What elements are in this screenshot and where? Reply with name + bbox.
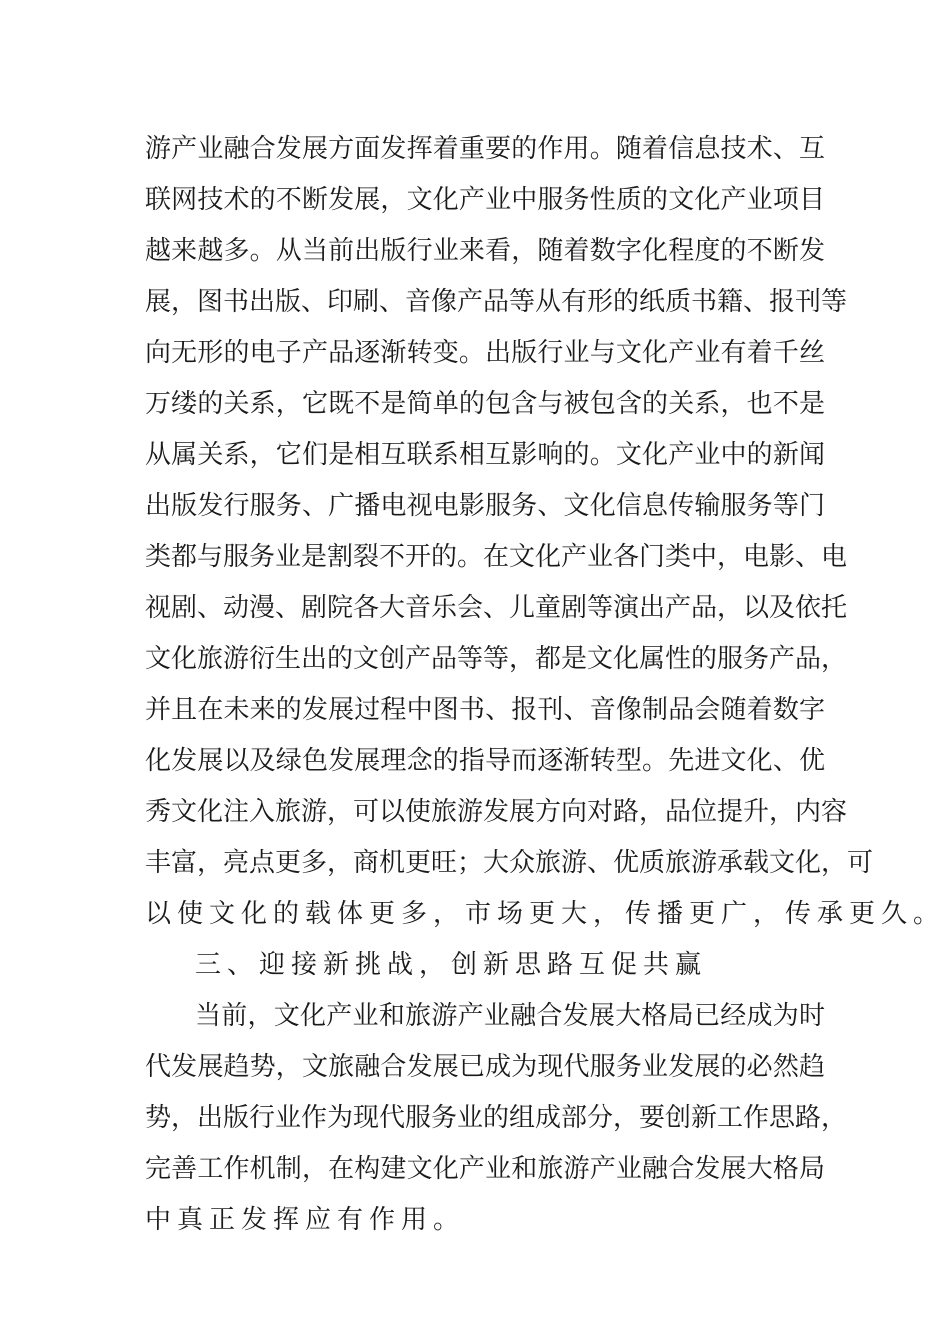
body-text-line: 秀文化注入旅游，可以使旅游发展方向对路，品位提升，内容: [145, 797, 848, 827]
body-text-line: 视剧、动漫、剧院各大音乐会、儿童剧等演出产品，以及依托: [145, 593, 848, 623]
body-text-line: 化发展以及绿色发展理念的指导而逐渐转型。先进文化、优: [145, 746, 825, 776]
body-text-line: 联网技术的不断发展，文化产业中服务性质的文化产业项目: [145, 185, 825, 215]
body-text-line: 丰富，亮点更多，商机更旺；大众旅游、优质旅游承载文化，可: [145, 848, 874, 878]
body-text-line: 当前，文化产业和旅游产业融合发展大格局已经成为时: [195, 1001, 825, 1031]
body-text-line: 万缕的关系，它既不是简单的包含与被包含的关系，也不是: [145, 389, 825, 419]
body-text-line: 以使文化的载体更多，市场更大，传播更广，传承更久。: [145, 899, 946, 929]
body-text-line: 游产业融合发展方面发挥着重要的作用。随着信息技术、互: [145, 134, 825, 164]
body-text-line: 出版发行服务、广播电视电影服务、文化信息传输服务等门: [145, 491, 825, 521]
body-text-line: 势，出版行业作为现代服务业的组成部分，要创新工作思路，: [145, 1103, 848, 1133]
section-heading: 三、迎接新挑战，创新思路互促共赢: [195, 950, 708, 980]
body-text-line: 完善工作机制，在构建文化产业和旅游产业融合发展大格局: [145, 1154, 825, 1184]
body-text-line: 中真正发挥应有作用。: [145, 1205, 466, 1235]
body-text-line: 从属关系，它们是相互联系相互影响的。文化产业中的新闻: [145, 440, 825, 470]
body-text-line: 代发展趋势，文旅融合发展已成为现代服务业发展的必然趋: [145, 1052, 825, 1082]
body-text-line: 越来越多。从当前出版行业来看，随着数字化程度的不断发: [145, 236, 825, 266]
body-text-line: 展，图书出版、印刷、音像产品等从有形的纸质书籍、报刊等: [145, 287, 848, 317]
body-text-line: 类都与服务业是割裂不开的。在文化产业各门类中，电影、电: [145, 542, 848, 572]
body-text-line: 并且在未来的发展过程中图书、报刊、音像制品会随着数字: [145, 695, 825, 725]
body-text-line: 文化旅游衍生出的文创产品等等，都是文化属性的服务产品，: [145, 644, 848, 674]
body-text-line: 向无形的电子产品逐渐转变。出版行业与文化产业有着千丝: [145, 338, 825, 368]
